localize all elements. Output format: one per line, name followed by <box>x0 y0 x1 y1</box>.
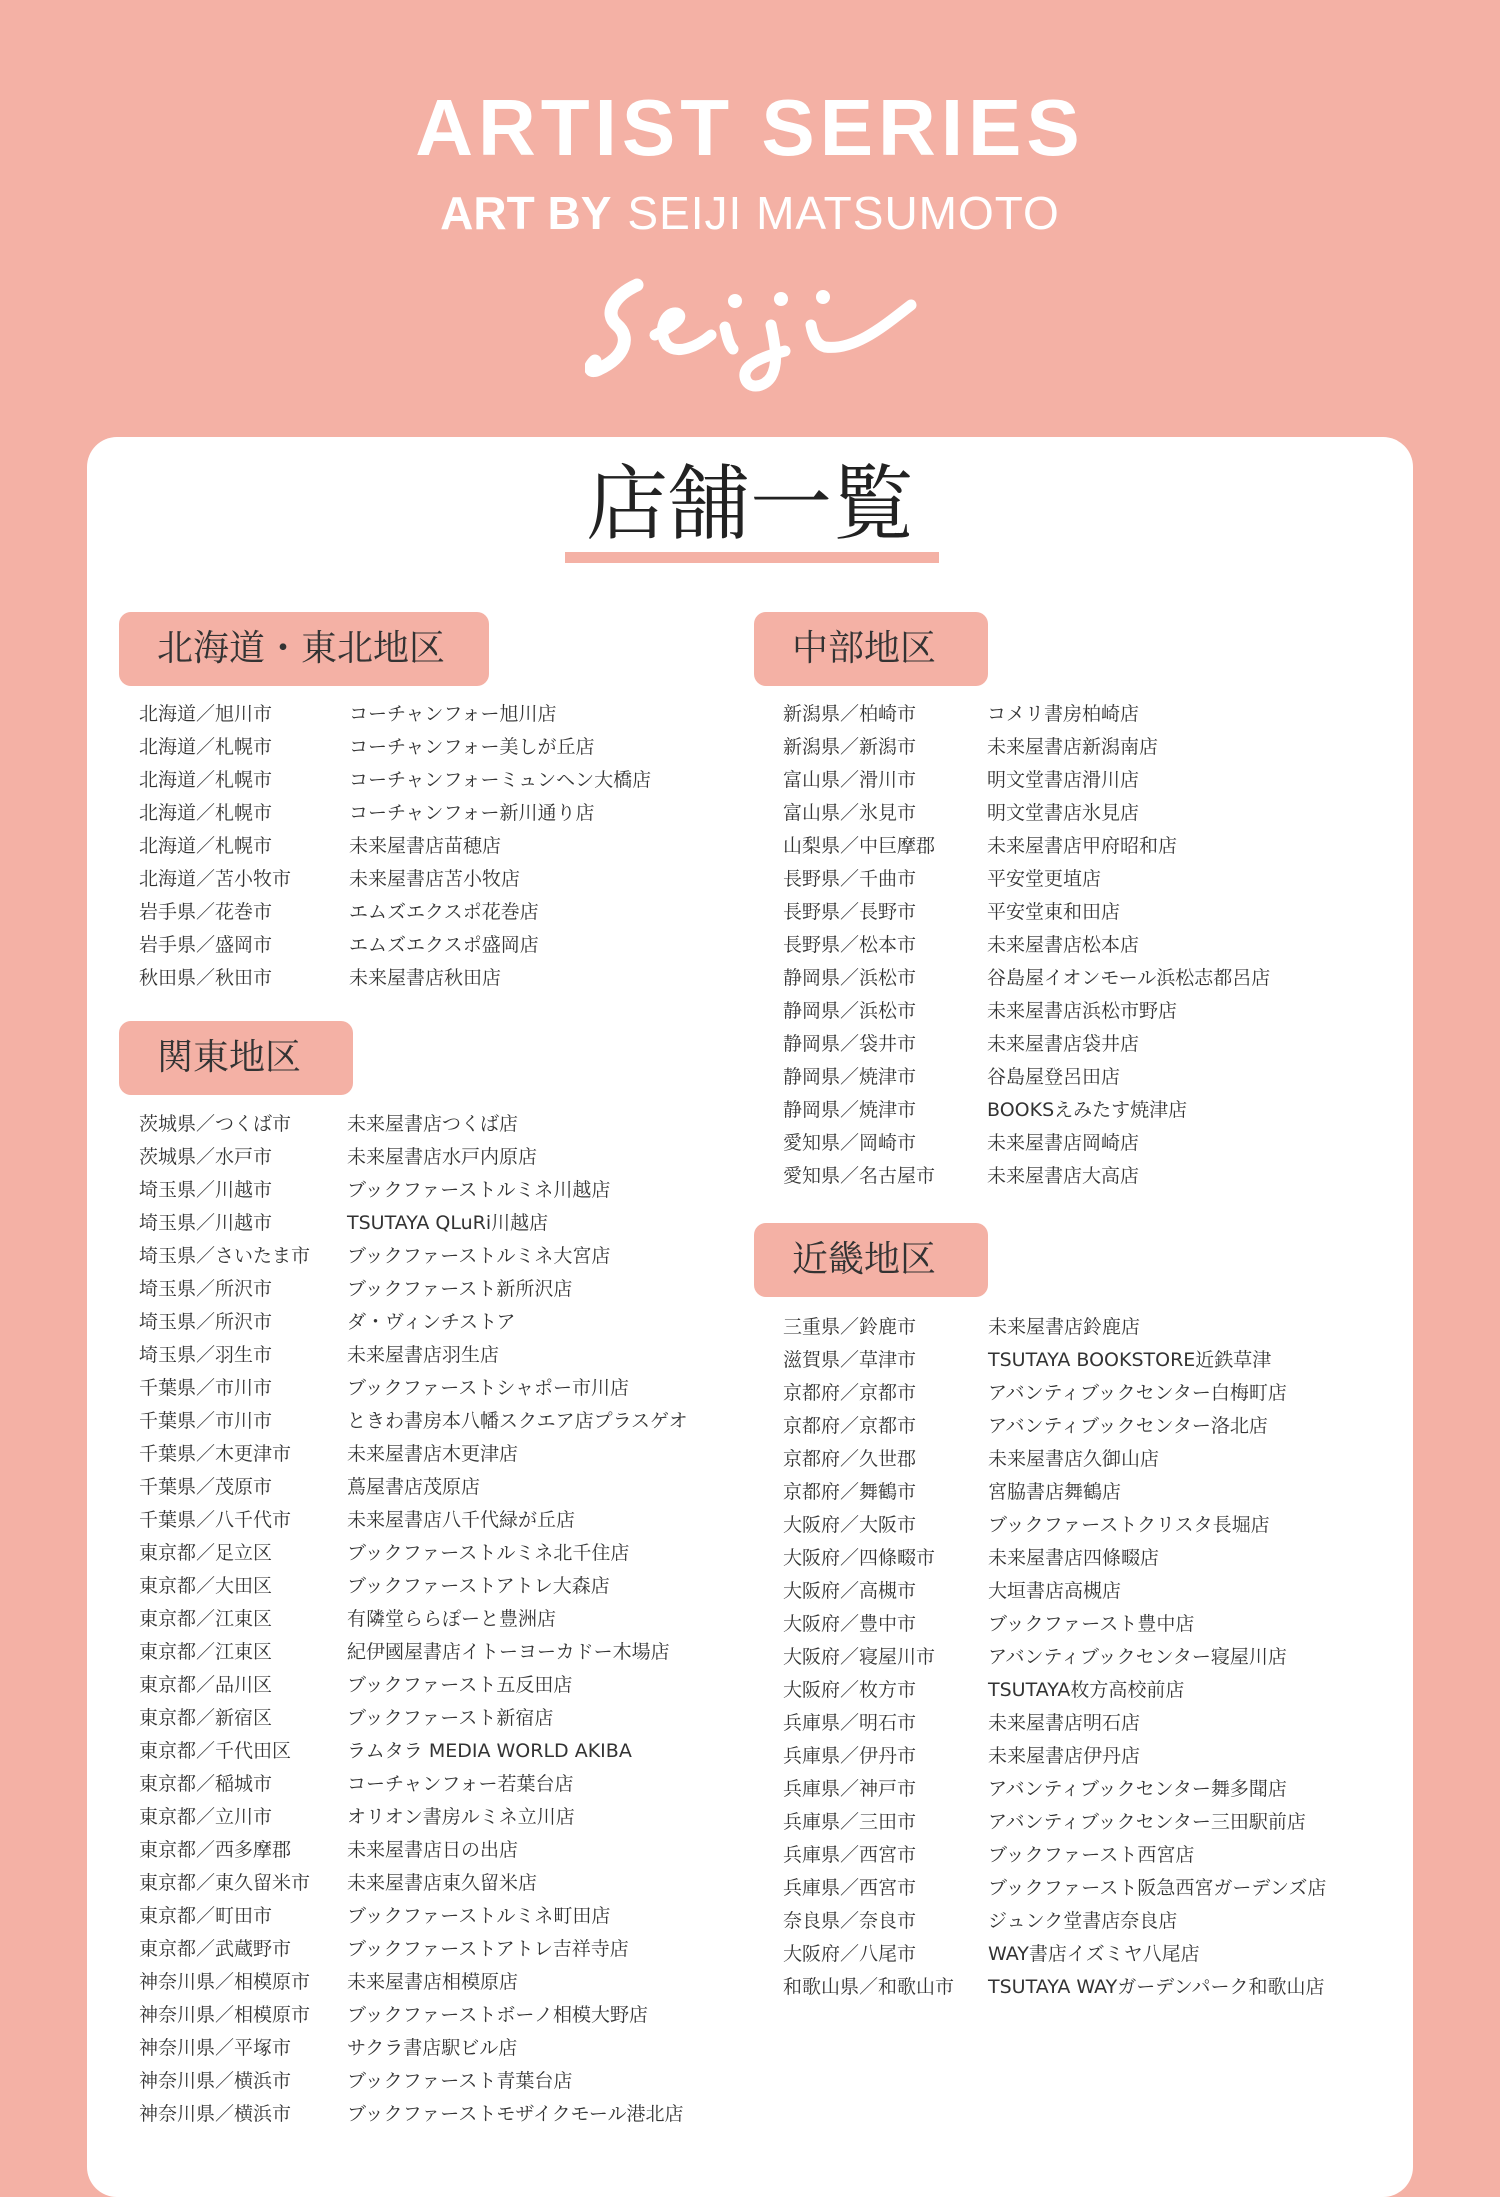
store-name: 平安堂東和田店 <box>987 901 1121 923</box>
store-location: 茨城県／水戸市 <box>139 1146 273 1168</box>
store-location: 北海道／札幌市 <box>139 736 273 758</box>
series-title: ARTIST SERIES <box>415 83 1085 172</box>
store-location: 北海道／苫小牧市 <box>139 868 292 890</box>
store-location: 滋賀県／草津市 <box>783 1349 917 1371</box>
store-location: 北海道／札幌市 <box>139 802 273 824</box>
store-location: 東京都／品川区 <box>139 1674 273 1696</box>
store-location: 富山県／滑川市 <box>783 769 917 791</box>
store-name: ブックファースト青葉台店 <box>347 2070 573 2092</box>
store-name: ブックファーストアトレ大森店 <box>347 1575 610 1597</box>
store-name: 未来屋書店浜松市野店 <box>987 1000 1178 1022</box>
store-location: 北海道／旭川市 <box>139 703 273 725</box>
store-name: 明文堂書店滑川店 <box>987 769 1140 791</box>
store-location: 神奈川県／横浜市 <box>139 2070 292 2092</box>
store-name: 谷島屋登呂田店 <box>987 1066 1121 1088</box>
store-name: ブックファースト豊中店 <box>988 1613 1195 1635</box>
store-name: コーチャンフォーミュンヘン大橋店 <box>349 769 652 791</box>
store-name: 未来屋書店つくば店 <box>347 1113 519 1135</box>
store-name: ブックファーストアトレ吉祥寺店 <box>347 1938 629 1960</box>
store-name: WAY書店イズミヤ八尾店 <box>988 1943 1200 1965</box>
store-name: オリオン書房ルミネ立川店 <box>347 1806 575 1828</box>
store-location: 長野県／松本市 <box>783 934 917 956</box>
store-location: 静岡県／焼津市 <box>783 1099 917 1121</box>
store-location: 静岡県／浜松市 <box>783 967 917 989</box>
store-location: 新潟県／柏崎市 <box>783 703 917 725</box>
store-location: 千葉県／茂原市 <box>139 1476 273 1498</box>
store-location: 神奈川県／相模原市 <box>139 2004 311 2026</box>
store-name: 有隣堂ららぽーと豊洲店 <box>347 1608 557 1630</box>
store-location: 千葉県／木更津市 <box>139 1443 292 1465</box>
store-name: 未来屋書店甲府昭和店 <box>987 835 1178 857</box>
store-name: ブックファースト阪急西宮ガーデンズ店 <box>988 1877 1327 1899</box>
store-location: 奈良県／奈良市 <box>783 1910 917 1932</box>
store-name: 未来屋書店日の出店 <box>347 1839 519 1861</box>
store-location: 北海道／札幌市 <box>139 835 273 857</box>
store-name: 未来屋書店木更津店 <box>347 1443 519 1465</box>
store-name: TSUTAYA枚方高校前店 <box>988 1679 1185 1701</box>
store-location: 埼玉県／川越市 <box>139 1179 273 1201</box>
store-name: 未来屋書店四條畷店 <box>988 1547 1160 1569</box>
artist-name: SEIJI MATSUMOTO <box>627 187 1060 239</box>
store-name: ブックファーストクリスタ長堀店 <box>988 1514 1270 1536</box>
store-location: 神奈川県／相模原市 <box>139 1971 311 1993</box>
store-location: 兵庫県／神戸市 <box>783 1778 917 1800</box>
poster-header <box>0 0 1500 430</box>
store-name: コーチャンフォー新川通り店 <box>349 802 595 824</box>
store-location: 長野県／長野市 <box>783 901 917 923</box>
store-name: 未来屋書店明石店 <box>988 1712 1141 1734</box>
store-location: 静岡県／浜松市 <box>783 1000 917 1022</box>
store-location: 京都府／舞鶴市 <box>783 1481 917 1503</box>
store-name: TSUTAYA BOOKSTORE近鉄草津 <box>988 1349 1272 1371</box>
store-location: 東京都／稲城市 <box>139 1773 273 1795</box>
signature-logo <box>585 265 925 395</box>
store-name: ラムタラ MEDIA WORLD AKIBA <box>347 1740 632 1762</box>
store-location: 兵庫県／西宮市 <box>783 1877 917 1899</box>
store-location: 埼玉県／所沢市 <box>139 1311 273 1333</box>
store-name: 未来屋書店松本店 <box>987 934 1140 956</box>
store-name: ブックファーストシャポー市川店 <box>347 1377 629 1399</box>
store-location: 北海道／札幌市 <box>139 769 273 791</box>
store-location: 山梨県／中巨摩郡 <box>783 835 936 857</box>
store-name: 未来屋書店秋田店 <box>349 967 502 989</box>
region-heading-kanto: 関東地区 <box>119 1021 353 1095</box>
store-name: BOOKSえみたす焼津店 <box>987 1099 1188 1121</box>
store-name: コメリ書房柏崎店 <box>987 703 1140 725</box>
store-name: アバンティブックセンター舞多聞店 <box>988 1778 1287 1800</box>
store-location: 大阪府／寝屋川市 <box>783 1646 936 1668</box>
store-name: 未来屋書店八千代緑が丘店 <box>347 1509 576 1531</box>
store-location: 愛知県／名古屋市 <box>783 1165 936 1187</box>
store-location: 東京都／千代田区 <box>139 1740 292 1762</box>
store-name: ときわ書房本八幡スクエア店プラスゲオ <box>347 1410 688 1432</box>
store-location: 和歌山県／和歌山市 <box>783 1976 955 1998</box>
store-name: コーチャンフォー美しが丘店 <box>349 736 595 758</box>
store-name: ブックファーストモザイクモール港北店 <box>347 2103 684 2125</box>
store-location: 大阪府／豊中市 <box>783 1613 917 1635</box>
store-location: 東京都／江東区 <box>139 1608 273 1630</box>
store-name: アバンティブックセンター三田駅前店 <box>988 1811 1306 1833</box>
store-name: 未来屋書店相模原店 <box>347 1971 519 1993</box>
store-name: 宮脇書店舞鶴店 <box>988 1481 1122 1503</box>
store-name: TSUTAYA WAYガーデンパーク和歌山店 <box>988 1976 1325 1998</box>
store-location: 京都府／京都市 <box>783 1415 917 1437</box>
store-name: アバンティブックセンター白梅町店 <box>988 1382 1287 1404</box>
store-name: 未来屋書店苗穂店 <box>349 835 502 857</box>
store-location: 東京都／東久留米市 <box>139 1872 311 1894</box>
store-location: 埼玉県／所沢市 <box>139 1278 273 1300</box>
store-location: 大阪府／八尾市 <box>783 1943 917 1965</box>
store-location: 東京都／立川市 <box>139 1806 273 1828</box>
store-location: 京都府／久世郡 <box>783 1448 917 1470</box>
store-location: 千葉県／市川市 <box>139 1410 273 1432</box>
store-name: エムズエクスポ花巻店 <box>349 901 539 923</box>
store-name: ブックファースト西宮店 <box>988 1844 1195 1866</box>
store-name: ブックファースト新所沢店 <box>347 1278 573 1300</box>
store-name: 未来屋書店苫小牧店 <box>349 868 521 890</box>
store-location: 神奈川県／平塚市 <box>139 2037 292 2059</box>
art-by-label: ART BY <box>440 187 612 239</box>
store-location: 岩手県／盛岡市 <box>139 934 273 956</box>
store-name: コーチャンフォー旭川店 <box>349 703 557 725</box>
store-name: ブックファーストルミネ大宮店 <box>347 1245 611 1267</box>
store-location: 岩手県／花巻市 <box>139 901 273 923</box>
store-name: 未来屋書店羽生店 <box>347 1344 500 1366</box>
region-heading-chubu: 中部地区 <box>754 612 988 686</box>
store-name: TSUTAYA QLuRi川越店 <box>347 1212 549 1234</box>
store-name: サクラ書店駅ビル店 <box>347 2037 518 2059</box>
store-location: 埼玉県／羽生市 <box>139 1344 273 1366</box>
store-name: 未来屋書店新潟南店 <box>987 736 1159 758</box>
store-name: コーチャンフォー若葉台店 <box>347 1773 574 1795</box>
store-name: 未来屋書店袋井店 <box>987 1033 1140 1055</box>
store-name: 谷島屋イオンモール浜松志都呂店 <box>987 967 1271 989</box>
store-name: 未来屋書店岡崎店 <box>987 1132 1140 1154</box>
store-name: エムズエクスポ盛岡店 <box>349 934 539 956</box>
store-name: ダ・ヴィンチストア <box>347 1311 516 1333</box>
store-location: 静岡県／袋井市 <box>783 1033 917 1055</box>
store-location: 富山県／氷見市 <box>783 802 917 824</box>
store-name: ブックファースト五反田店 <box>347 1674 573 1696</box>
store-location: 静岡県／焼津市 <box>783 1066 917 1088</box>
store-location: 大阪府／枚方市 <box>783 1679 917 1701</box>
store-name: ブックファーストルミネ町田店 <box>347 1905 611 1927</box>
store-location: 三重県／鈴鹿市 <box>783 1316 917 1338</box>
store-location: 大阪府／四條畷市 <box>783 1547 936 1569</box>
store-location: 東京都／新宿区 <box>139 1707 273 1729</box>
store-location: 兵庫県／三田市 <box>783 1811 917 1833</box>
store-name: 蔦屋書店茂原店 <box>347 1476 481 1498</box>
store-name: ジュンク堂書店奈良店 <box>988 1910 1178 1932</box>
store-location: 東京都／江東区 <box>139 1641 273 1663</box>
store-location: 埼玉県／川越市 <box>139 1212 273 1234</box>
region-heading-kinki: 近畿地区 <box>754 1223 988 1297</box>
store-name: 大垣書店高槻店 <box>988 1580 1122 1602</box>
store-name: 明文堂書店氷見店 <box>987 802 1140 824</box>
store-name: 未来屋書店伊丹店 <box>988 1745 1141 1767</box>
store-name: 平安堂更埴店 <box>987 868 1102 890</box>
store-name: アバンティブックセンター洛北店 <box>988 1415 1268 1437</box>
store-location: 東京都／武蔵野市 <box>139 1938 292 1960</box>
store-location: 千葉県／八千代市 <box>139 1509 292 1531</box>
store-location: 茨城県／つくば市 <box>139 1113 292 1135</box>
store-name: アバンティブックセンター寝屋川店 <box>988 1646 1287 1668</box>
store-location: 東京都／大田区 <box>139 1575 273 1597</box>
store-location: 大阪府／大阪市 <box>783 1514 917 1536</box>
store-location: 新潟県／新潟市 <box>783 736 917 758</box>
store-location: 東京都／西多摩郡 <box>139 1839 292 1861</box>
title-underline <box>565 552 939 563</box>
store-location: 長野県／千曲市 <box>783 868 917 890</box>
store-location: 千葉県／市川市 <box>139 1377 273 1399</box>
store-location: 秋田県／秋田市 <box>139 967 273 989</box>
store-location: 京都府／京都市 <box>783 1382 917 1404</box>
page-title: 店舗一覧 <box>585 457 914 552</box>
store-name: ブックファーストルミネ川越店 <box>347 1179 611 1201</box>
store-name: ブックファースト新宿店 <box>347 1707 554 1729</box>
store-name: 未来屋書店東久留米店 <box>347 1872 538 1894</box>
store-name: 紀伊國屋書店イトーヨーカドー木場店 <box>347 1641 670 1663</box>
store-location: 兵庫県／明石市 <box>783 1712 917 1734</box>
store-location: 神奈川県／横浜市 <box>139 2103 292 2125</box>
store-name: ブックファーストルミネ北千住店 <box>347 1542 630 1564</box>
store-location: 埼玉県／さいたま市 <box>139 1245 311 1267</box>
store-location: 兵庫県／西宮市 <box>783 1844 917 1866</box>
store-location: 兵庫県／伊丹市 <box>783 1745 917 1767</box>
store-name: ブックファーストボーノ相模大野店 <box>347 2004 648 2026</box>
art-by-line <box>0 185 1500 241</box>
region-heading-hokkaido-tohoku: 北海道・東北地区 <box>119 612 489 686</box>
store-name: 未来屋書店水戸内原店 <box>347 1146 538 1168</box>
store-name: 未来屋書店久御山店 <box>988 1448 1160 1470</box>
store-location: 大阪府／高槻市 <box>783 1580 917 1602</box>
store-name: 未来屋書店鈴鹿店 <box>988 1316 1141 1338</box>
store-location: 東京都／町田市 <box>139 1905 273 1927</box>
store-name: 未来屋書店大高店 <box>987 1165 1140 1187</box>
store-location: 東京都／足立区 <box>139 1542 273 1564</box>
store-location: 愛知県／岡崎市 <box>783 1132 917 1154</box>
